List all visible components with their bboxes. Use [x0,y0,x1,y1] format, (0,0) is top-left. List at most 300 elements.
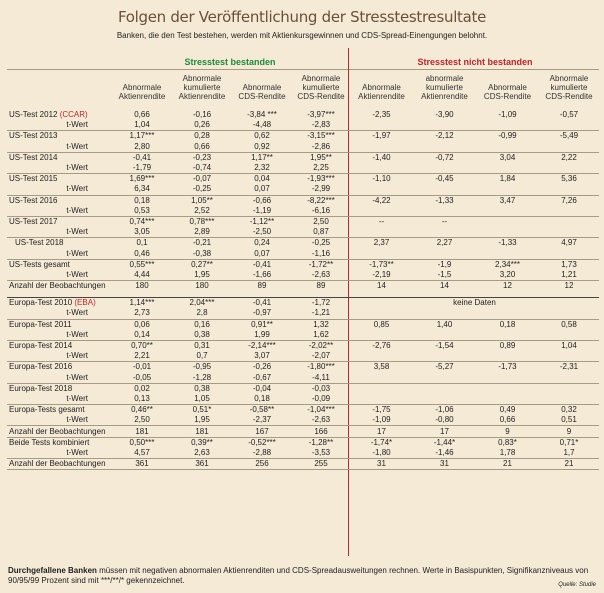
row-label: t-Wert [66,205,88,215]
value-cell [539,120,599,131]
value-cell: 0,66 [134,110,150,120]
column-header: Abnormale CDS-Rendite [238,83,286,101]
value-cell: 256 [232,459,292,470]
table-row [7,174,599,185]
value-cell: -1,75 [350,405,413,416]
table-row [7,152,599,163]
value-cell: 0,18 [476,319,539,330]
value-cell: 0,7 [196,351,208,361]
table-row [7,362,599,373]
results-table [7,110,599,470]
value-cell: -0,41 [112,152,172,163]
value-cell: 0,71* [539,437,599,448]
value-cell: 1,69*** [112,174,172,185]
value-cell: 255 [292,459,350,470]
value-cell: -2,35 [372,110,391,120]
value-cell: 180 [172,281,232,292]
value-cell: 0,66 [194,141,210,151]
value-cell: 3,58 [350,362,413,373]
value-cell: 1,05** [172,195,232,206]
value-cell [476,163,539,174]
value-cell: -2,76 [350,340,413,351]
value-cell: 0,32 [539,405,599,416]
value-cell: 1,99 [254,329,270,339]
value-cell: 1,21 [561,269,577,279]
value-cell [476,184,539,195]
value-cell: 3,20 [499,269,516,279]
row-label: US-Test 2016 [7,195,112,206]
value-cell [539,216,599,227]
row-label: Europa-Test 2016 [7,362,112,373]
value-cell: 2,34*** [476,259,539,270]
value-cell: 1,17*** [112,131,172,142]
value-cell: 1,7 [563,447,575,457]
value-cell: 1,17** [232,152,292,163]
table-row [7,405,599,416]
value-cell [350,142,413,153]
value-cell: 0,92 [254,141,270,151]
value-cell [539,351,599,362]
value-cell: -1,79 [132,163,152,173]
value-cell: -0,05 [132,372,152,382]
value-cell: 4,44 [134,269,150,279]
row-label: US-Test 2012 (CCAR) [9,110,88,120]
value-cell: 14 [350,281,413,292]
value-cell: -3,84 *** [247,110,277,120]
value-cell: 1,04 [134,120,150,130]
value-cell: 0,78*** [172,216,232,227]
row-label: t-Wert [66,227,88,237]
value-cell: 2,04*** [172,298,232,309]
value-cell: 2,63 [194,447,210,457]
row-label: Anzahl der Beobachtungen [7,459,112,470]
value-cell: 1,04 [539,340,599,351]
table-row [7,259,599,270]
value-cell: 0,38 [172,383,232,394]
value-cell: 1,32 [292,319,350,330]
column-header: Abnormale kumulierte CDS-Rendite [545,74,593,101]
value-cell: 0,39** [172,437,232,448]
page-subtitle: Banken, die den Test bestehen, werden mit Aktienkursgewinnen und CDS-Spread-Einengungen belohnt. [116,31,488,40]
table-row-t-value [7,142,599,153]
value-cell: 3,04 [476,152,539,163]
row-label: Europa-Test 2014 [7,340,112,351]
value-cell [476,248,539,259]
value-cell: -- [413,216,476,227]
value-cell: -3,90 [435,110,454,120]
value-cell: 0,26 [194,120,210,130]
table-row-t-value [7,373,599,384]
value-cell: 17 [413,426,476,437]
test-tag: (EBA) [74,298,96,308]
value-cell [350,184,413,195]
value-cell: 1,95 [194,415,210,425]
value-cell [476,383,539,394]
page-title: Folgen der Veröffentlichung der Stresstestresultate [117,8,487,26]
value-cell [350,206,413,217]
value-cell: 2,52 [194,205,210,215]
value-cell: -1,04*** [292,405,350,416]
column-header: Abnormale kumulierte Aktienrendite [178,74,226,101]
value-cell [476,216,539,227]
row-label: t-Wert [66,141,88,151]
value-cell: -1,72** [292,259,350,270]
value-cell: 9 [539,426,599,437]
value-cell: 1,14*** [112,298,172,309]
value-cell: -0,21 [172,238,232,249]
value-cell: 6,34 [134,184,150,194]
value-cell: 0,49 [476,405,539,416]
value-cell: 2,32 [254,163,270,173]
row-label: Europa-Test 2011 [7,319,112,330]
row-label: t-Wert [66,120,88,130]
header-separator [7,69,599,70]
value-cell: 0,53 [134,205,150,215]
value-cell [413,383,476,394]
column-header: Abnormale Aktienrendite [118,83,166,101]
value-cell: -1,21 [311,308,331,318]
value-cell: 21 [476,459,539,470]
value-cell [350,227,413,238]
value-cell: 0,58 [539,319,599,330]
value-cell [539,330,599,341]
row-label: t-Wert [66,393,88,403]
table-row-t-value [7,270,599,281]
value-cell: 0,85 [350,319,413,330]
value-cell: -0,52*** [232,437,292,448]
value-cell: 2,73 [134,308,150,318]
value-cell: 0,46 [134,248,150,258]
table-row [7,281,599,292]
value-cell [539,394,599,405]
row-label: Europa-Tests gesamt [7,405,112,416]
row-label: US-Test 2017 [7,216,112,227]
column-header: Abnormale kumulierte CDS-Rendite [297,74,345,101]
value-cell: -0,03 [292,383,350,394]
value-cell: -2,83 [311,120,331,130]
value-cell: 1,95** [292,152,350,163]
value-cell: 0,50*** [112,437,172,448]
table-row [7,340,599,351]
value-cell [350,383,413,394]
table-row-t-value [7,394,599,405]
value-cell: -1,73** [350,259,413,270]
value-cell: 0,89 [476,340,539,351]
table-row [7,238,599,249]
value-cell [413,227,476,238]
value-cell [539,373,599,384]
table-row-t-value [7,351,599,362]
value-cell [350,394,413,405]
value-cell: -6,16 [311,205,331,215]
value-cell: -2,02** [292,340,350,351]
value-cell: 2,27 [413,238,476,249]
value-cell: 0,51 [561,415,577,425]
value-cell [476,351,539,362]
value-cell: 1,73 [539,259,599,270]
row-label: t-Wert [66,269,88,279]
group-header-failed: Stresstest nicht bestanden [417,57,533,67]
value-cell: 0,06 [112,319,172,330]
value-cell: -1,12** [232,216,292,227]
group-header-passed: Stresstest bestanden [184,57,276,67]
value-cell [413,373,476,384]
value-cell: -0,58** [232,405,292,416]
value-cell: 31 [413,459,476,470]
value-cell: 3,07 [254,351,270,361]
value-cell: -4,11 [312,372,330,382]
value-cell: -0,07 [172,174,232,185]
table-row [7,383,599,394]
table-row-t-value [7,206,599,217]
table-row [7,426,599,437]
value-cell: 1,62 [313,329,329,339]
value-cell: 12 [539,281,599,292]
row-label: t-Wert [66,329,88,339]
table-row-t-value [7,415,599,426]
value-cell: 0,74*** [112,216,172,227]
value-cell: -5,49 [539,131,599,142]
value-cell [413,351,476,362]
source-label: Quelle: Studie [558,582,596,588]
value-cell: 0,02 [112,383,172,394]
column-header: Abnormale Aktienrendite [358,83,405,101]
row-label: t-Wert [66,415,88,425]
row-label: t-Wert [66,163,88,173]
value-cell: -0,45 [413,174,476,185]
table-row [7,459,599,470]
row-label: t-Wert [66,308,88,318]
value-cell: 0,14 [134,329,150,339]
value-cell: 0,62 [232,131,292,142]
row-label: t-Wert [66,248,88,258]
value-cell: -0,38 [192,248,212,258]
value-cell: -1,46 [435,447,454,457]
value-cell: 2,89 [194,227,210,237]
value-cell: 0,18 [254,393,270,403]
value-cell: -- [350,216,413,227]
value-cell: -3,97*** [307,110,335,120]
value-cell: 5,36 [539,174,599,185]
value-cell [350,373,413,384]
value-cell: 0,27** [172,259,232,270]
value-cell [413,248,476,259]
value-cell: -8,22*** [292,195,350,206]
value-cell: 0,51* [172,405,232,416]
value-cell [539,163,599,174]
value-cell: -1,44* [413,437,476,448]
table-row-t-value [7,120,599,131]
table-row [7,195,599,206]
value-cell: 3,05 [134,227,150,237]
value-cell [539,142,599,153]
value-cell: 1,05 [194,393,210,403]
value-cell: 17 [350,426,413,437]
value-cell: -1,19 [252,205,272,215]
value-cell: -0,74 [192,163,212,173]
value-cell [539,227,599,238]
value-cell: -0,25 [292,238,350,249]
row-label: t-Wert [66,351,88,361]
value-cell: 2,8 [196,308,208,318]
value-cell: -0,01 [112,362,172,373]
value-cell: -2,14*** [232,340,292,351]
value-cell [413,163,476,174]
value-cell: 21 [539,459,599,470]
value-cell: 1,40 [413,319,476,330]
value-cell: -1,72 [292,298,350,309]
value-cell: -2,63 [311,415,331,425]
row-label: Anzahl der Beobachtungen [7,281,112,292]
table-row-t-value [7,227,599,238]
value-cell [413,184,476,195]
table-row-t-value [7,308,599,319]
value-cell: 89 [232,281,292,292]
value-cell: -0,72 [413,152,476,163]
value-cell [350,351,413,362]
value-cell: 180 [112,281,172,292]
value-cell: 12 [476,281,539,292]
value-cell [476,206,539,217]
value-cell: -1,80 [372,447,391,457]
value-cell: -2,12 [413,131,476,142]
row-label: Anzahl der Beobachtungen [7,426,112,437]
value-cell: -3,15*** [292,131,350,142]
value-cell: -2,37 [252,415,272,425]
value-cell: 2,50 [134,415,150,425]
value-cell: 0,83* [476,437,539,448]
value-cell: -2,31 [539,362,599,373]
value-cell: 0,07 [254,248,270,258]
value-cell: -2,88 [252,447,272,457]
value-cell: 0,24 [232,238,292,249]
value-cell [350,120,413,131]
value-cell: -4,22 [350,195,413,206]
value-cell: 0,13 [134,393,150,403]
value-cell: -1,06 [413,405,476,416]
value-cell: 2,21 [134,351,150,361]
value-cell [539,248,599,259]
value-cell: 4,57 [134,447,150,457]
value-cell: 181 [112,426,172,437]
value-cell [476,142,539,153]
value-cell [413,394,476,405]
value-cell: 0,38 [194,329,210,339]
value-cell: -1,97 [350,131,413,142]
value-cell: -5,27 [413,362,476,373]
value-cell: 361 [172,459,232,470]
value-cell: -0,26 [232,362,292,373]
value-cell: -1,33 [476,238,539,249]
value-cell [476,227,539,238]
value-cell: 89 [292,281,350,292]
value-cell: -4,48 [252,120,272,130]
value-cell: 2,80 [134,141,150,151]
value-cell: 0,16 [172,319,232,330]
value-cell: -0,67 [252,372,272,382]
table-row-t-value [7,184,599,195]
value-cell: -0,23 [172,152,232,163]
value-cell: 167 [232,426,292,437]
row-label: US-Test 2018 [7,238,112,249]
value-cell [476,330,539,341]
row-label: Europa-Test 2018 [7,383,112,394]
no-data-label: keine Daten [350,298,599,309]
value-cell: -0,41 [232,298,292,309]
value-cell: -2,19 [372,269,391,279]
row-label: t-Wert [66,184,88,194]
footnote: Durchgefallene Banken müssen mit negativen abnormalen Aktienrenditen und CDS-Spreadausweitungen rechnen. Werte in Basispunkten, Signifikanzniveaus von 90/95/99 Prozent sind mit ***/**/* gekennzeichnet. [8,566,589,585]
value-cell: 2,22 [539,152,599,163]
value-cell [476,394,539,405]
value-cell: -1,16 [311,248,331,258]
value-cell: -1,28 [192,372,212,382]
value-cell: 0,91** [232,319,292,330]
row-label: t-Wert [66,372,88,382]
column-header: abnormale kumulierte Aktienrendite [421,74,468,101]
value-cell: 2,37 [350,238,413,249]
value-cell [539,383,599,394]
value-cell: -2,99 [311,184,331,194]
value-cell: 0,66 [499,415,516,425]
table-row [7,319,599,330]
value-cell: 0,07 [254,184,270,194]
table-row [7,131,599,142]
row-label: Europa-Test 2010 (EBA) [7,298,112,309]
value-cell [350,248,413,259]
row-label: t-Wert [66,447,88,457]
value-cell [350,330,413,341]
value-cell: -1,5 [437,269,452,279]
value-cell: 7,26 [539,195,599,206]
table-row-t-value [7,248,599,259]
value-cell: -1,9 [413,259,476,270]
value-cell: -0,04 [232,383,292,394]
value-cell: -0,57 [559,110,579,120]
value-cell: 2,50 [292,216,350,227]
row-label: Beide Tests kombiniert [7,437,112,448]
row-label: US-Tests gesamt [7,259,112,270]
value-cell: -1,09 [498,110,517,120]
value-cell: 9 [476,426,539,437]
value-cell: 361 [112,459,172,470]
test-tag: (CCAR) [59,110,88,120]
value-cell: -1,54 [413,340,476,351]
value-cell [476,120,539,131]
value-cell: -0,66 [232,195,292,206]
row-label: US-Test 2015 [7,174,112,185]
value-cell: -1,33 [413,195,476,206]
value-cell: -2,07 [311,351,331,361]
value-cell [413,120,476,131]
value-cell: -1,09 [372,415,391,425]
value-cell: -2,86 [311,141,331,151]
value-cell: 0,87 [313,227,329,237]
value-cell [413,330,476,341]
table-row-t-value [7,163,599,174]
value-cell: -0,97 [252,308,272,318]
value-cell: -0,09 [311,393,331,403]
row-label: US-Test 2013 [7,131,112,142]
value-cell: -2,63 [311,269,331,279]
value-cell: -1,73 [476,362,539,373]
value-cell: 0,04 [232,174,292,185]
value-cell: 181 [172,426,232,437]
value-cell [539,206,599,217]
table-row-t-value [7,330,599,341]
value-cell [476,373,539,384]
value-cell: -1,66 [252,269,272,279]
